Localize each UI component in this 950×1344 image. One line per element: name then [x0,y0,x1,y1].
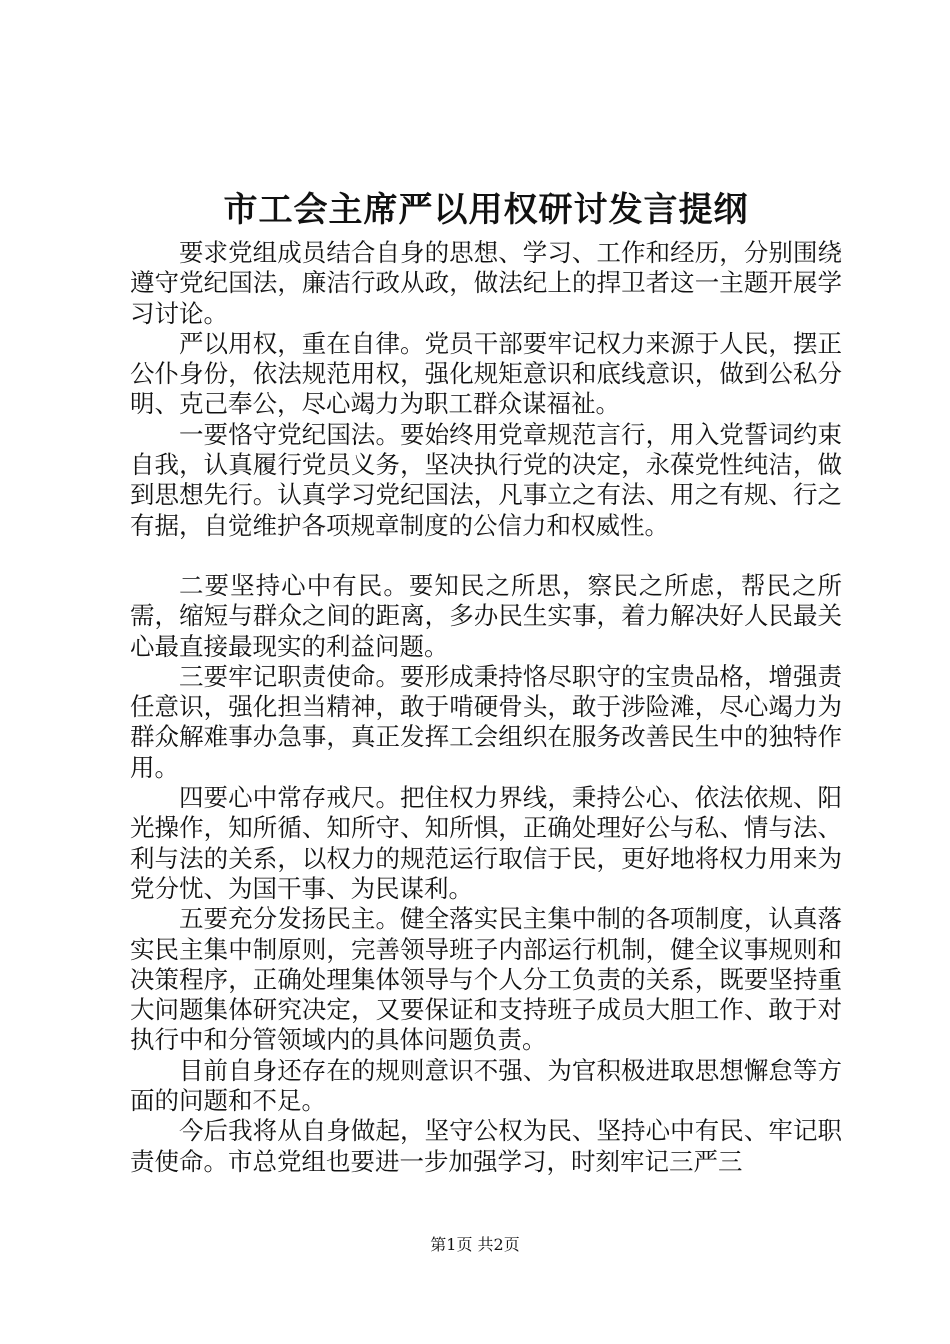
paragraph-intro: 要求党组成员结合自身的思想、学习、工作和经历，分别围绕遵守党纪国法，廉洁行政从政，做法纪上的捍卫者这一主题开展学习讨论。 [130,238,842,328]
document-body [130,182,842,1177]
paragraph-shortcomings: 目前自身还存在的规则意识不强、为官积极进取思想懈怠等方面的问题和不足。 [130,1055,842,1116]
page-number-footer: 第1页 共2页 [430,1235,520,1254]
paragraph-future: 今后我将从自身做起，坚守公权为民、坚持心中有民、牢记职责使命。市总党组也要进一步加强学习，时刻牢记三严三 [130,1116,842,1176]
paragraph-point-3: 三要牢记职责使命。要形成秉持恪尽职守的宝贵品格，增强责任意识，强化担当精神，敢于啃硬骨头，敢于涉险滩，尽心竭力为群众解难事办急事，真正发挥工会组织在服务改善民生中的独特作用。 [130,661,842,782]
paragraph-point-4: 四要心中常存戒尺。把住权力界线，秉持公心、依法依规、阳光操作，知所循、知所守、知所惧，正确处理好公与私、情与法、利与法的关系，以权力的规范运行取信于民，更好地将权力用来为党分忧、为国干事、为民谋利。 [130,783,842,903]
paragraph-spacer [130,541,842,571]
paragraph-point-5: 五要充分发扬民主。健全落实民主集中制的各项制度，认真落实民主集中制原则，完善领导班子内部运行机制，健全议事规则和决策程序，正确处理集体领导与个人分工负责的关系，既要坚持重大问题集体研究决定，又要保证和支持班子成员大胆工作、敢于对执行中和分管领域内的具体问题负责。 [130,904,842,1055]
paragraph-point-2: 二要坚持心中有民。要知民之所思，察民之所虑，帮民之所需，缩短与群众之间的距离，多办民生实事，着力解决好人民最关心最直接最现实的利益问题。 [130,570,842,661]
paragraph-self-discipline: 严以用权，重在自律。党员干部要牢记权力来源于人民，摆正公仆身份，依法规范用权，强化规矩意识和底线意识，做到公私分明、克己奉公，尽心竭力为职工群众谋福祉。 [130,328,842,419]
document-title: 市工会主席严以用权研讨发言提纲 [223,190,749,230]
paragraph-point-1: 一要恪守党纪国法。要始终用党章规范言行，用入党誓词约束自我，认真履行党员义务，坚决执行党的决定，永葆党性纯洁，做到思想先行。认真学习党纪国法，凡事立之有法、用之有规、行之有据，自觉维护各项规章制度的公信力和权威性。 [130,419,842,540]
